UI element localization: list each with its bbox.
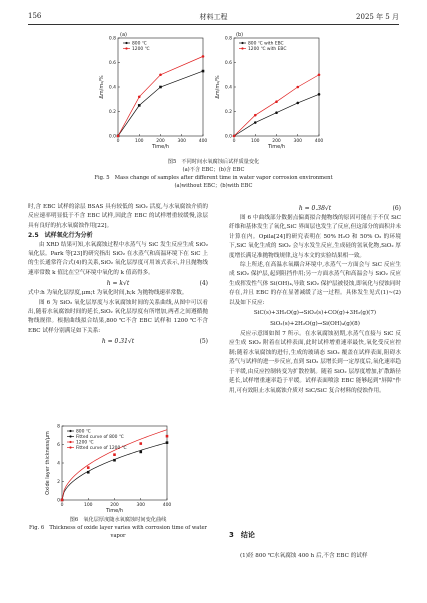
legend-marker: [69, 435, 71, 437]
y-axis-label: Δm/m₀/%: [215, 75, 221, 99]
data-point: [202, 55, 205, 58]
data-point: [296, 86, 299, 89]
figure-5b-plot: [215, 32, 323, 150]
fitted-curve-1: [62, 443, 167, 500]
right-paragraph-3: 反应示意图如图 7 所示。在水氧腐蚀初期,水蒸气直接与 SiC 反应生成 SiO₂ 附着在试样表面,此时试样增重速率最快,氧化受反应控制;随着水氧腐蚀的进行,生成的玻璃态 SiO₂ 覆盖在试样表面,阻碍水蒸气与试样的进一步反应,直到 SiO₂ 层增长到一定厚度后,氧化速率趋于平缓,由反应控制转变为扩散控制。随着 SiO₂ 层厚度增加,扩散路径延长,试样增重速率趋于平缓。试样表面喷涂 EBC 能够起到"屏障"作用,可有效阻止水氧腐蚀介质对 SiC/SiC 复合材料的侵蚀作用。: [229, 331, 401, 394]
y-tick-label: 0.2: [224, 110, 232, 116]
legend-marker: [125, 42, 127, 44]
legend-label: 1200 ℃: [76, 440, 94, 446]
y-tick-label: 0: [57, 498, 60, 504]
page-number: 156: [28, 12, 42, 20]
equation-4-body: h = k√t: [106, 280, 130, 288]
y-tick-label: 0.4: [108, 85, 116, 91]
right-column: [229, 203, 401, 396]
y-tick-label: 4: [57, 461, 60, 467]
y-tick-label: 0.8: [108, 36, 116, 42]
left-paragraph-2: 由 XRD 结果可知,水氧腐蚀过程中水蒸气与 SiC 发生反应生成 SiO₂ 氧化层。Park 等[23]的研究指出 SiO₂ 在水蒸气和高温环境下在 SiC 上的生长通常符合式(4)的关系,SiO₂ 氧化层厚度可用该式表示,并且抛物线速率常数 k 值比在空气环境中氧化的 k 值高得多。: [28, 241, 208, 276]
header-rule: [28, 24, 399, 25]
equation-5: [28, 336, 208, 347]
y-tick-label: 0.6: [224, 61, 232, 67]
data-point: [166, 435, 169, 438]
x-tick-label: 200: [156, 139, 165, 144]
x-tick-label: 0: [116, 139, 120, 144]
left-column: [28, 203, 208, 347]
data-point: [318, 93, 321, 96]
x-tick-label: 400: [162, 503, 172, 508]
section-2-5-heading: 2.5 试样氧化行为分析: [28, 232, 93, 240]
issue-date: 2025 年 5 月: [356, 13, 399, 21]
equation-6: [229, 203, 401, 214]
x-axis-label: Time/h: [151, 144, 170, 150]
x-tick-label: 300: [136, 503, 146, 508]
journal-name: 材料工程: [199, 13, 228, 21]
legend-marker: [125, 47, 127, 49]
y-tick-label: 8: [57, 424, 60, 430]
y-tick-label: 0.0: [224, 134, 232, 140]
data-point: [233, 135, 236, 138]
data-point: [138, 96, 141, 99]
data-point: [254, 121, 257, 124]
data-point: [87, 466, 90, 469]
legend-marker: [69, 430, 71, 432]
fig5-caption-en: Fig. 5 Mass change of samples after different time in water vapor corrosion environment: [94, 175, 333, 181]
data-point: [275, 111, 278, 114]
y-tick-label: 0.8: [224, 36, 232, 42]
reaction-7: SiC(s)+3H₂O(g)→SiO₂(s)+CO(g)+3H₂(g)(7): [253, 310, 377, 317]
figure-5: [96, 30, 326, 160]
left-paragraph-4: 图 6 为 SiO₂ 氧化层厚度与水氧腐蚀时间的关系曲线,从图中可以看出,随着水氧腐蚀时间的延长,SiO₂ 氧化层厚度有所增加,两者之间遵循抛物线规律。根据曲线拟合结果,800 ℃不含 EBC 试样和 1200 ℃不含 EBC 试样分别满足如下关系:: [28, 299, 208, 334]
data-point: [202, 70, 205, 73]
series-line-1: [234, 75, 319, 136]
legend-marker: [69, 441, 71, 443]
y-tick-label: 2: [57, 480, 60, 486]
y-tick-label: 0.6: [108, 61, 116, 67]
plot-frame: [234, 38, 319, 136]
x-tick-label: 100: [83, 503, 93, 508]
data-point: [138, 104, 141, 107]
x-axis-label: Time/h: [267, 144, 286, 150]
x-axis-label: Time/h: [105, 508, 124, 514]
equation-5-number: (5): [199, 338, 208, 346]
x-tick-label: 400: [198, 139, 208, 144]
fig5-caption-cn-sub: (a)不含 EBC；(b)含 EBC: [182, 167, 245, 173]
x-tick-label: 300: [177, 139, 187, 144]
x-tick-label: 200: [110, 503, 119, 508]
fig6-caption-cn: 图6 氧化层厚度随水氧腐蚀时间变化曲线: [69, 517, 167, 523]
panel-label: (a): [120, 32, 127, 38]
data-point: [275, 100, 278, 103]
y-tick-label: 0.4: [224, 85, 232, 91]
x-tick-label: 400: [314, 139, 324, 144]
fig6-caption-en: Fig. 6 Thickness of oxide layer varies with corrosion time of water vapor: [28, 525, 208, 539]
data-point: [318, 73, 321, 76]
legend-label: 800 ℃: [132, 41, 147, 47]
x-tick-label: 300: [293, 139, 303, 144]
y-tick-label: 6: [57, 443, 60, 449]
equation-6-number: (6): [392, 205, 401, 212]
conclusion-item-1: (1)经 800 ℃水氧腐蚀 400 h 后,不含 EBC 的试样: [240, 553, 368, 559]
panel-label: (b): [236, 32, 244, 38]
series-line-0: [118, 71, 203, 136]
y-axis-label: Oxide layer thickness/μm: [45, 431, 51, 495]
data-point: [159, 86, 162, 89]
section-3-heading: 3 结论: [229, 531, 255, 539]
legend-marker: [241, 47, 243, 49]
x-tick-label: 0: [232, 139, 236, 144]
equation-4-number: (4): [199, 280, 208, 288]
legend-label: 800 ℃ with EBC: [248, 41, 284, 47]
figure-5-caption: [60, 158, 367, 190]
legend-label: 1200 ℃ with EBC: [248, 47, 287, 53]
right-paragraph-2: 综上所述,在高温水氧耦合环境中,水蒸气一方面会与 SiC 反应生成 SiO₂ 保护层,起到阻挡作用;另一方面水蒸气和高温会与 SiO₂ 反应生成挥发性气体 Si(OH)₄,导致 SiO₂ 保护层被侵蚀,即氧化与侵蚀同时存在,并且 EBC 的存在显著减缓了这一过程。具体发生见式(1)~(2)以及如下反应:: [229, 262, 401, 306]
legend-label: Fitted curve of 1200 ℃: [76, 446, 127, 452]
data-point: [254, 114, 257, 117]
equation-6-body: h = 0.38√t: [298, 205, 332, 212]
y-axis-label: Δm/m₀/%: [99, 75, 105, 99]
equation-4: [28, 278, 208, 289]
x-tick-label: 200: [272, 139, 281, 144]
data-point: [117, 135, 120, 138]
figure-6: [30, 420, 205, 516]
data-point: [139, 442, 142, 445]
legend-label: Fitted curve of 800 ℃: [76, 435, 124, 441]
data-point: [296, 102, 299, 105]
y-tick-label: 0.2: [108, 110, 116, 116]
legend-label: 800 ℃: [76, 429, 91, 435]
x-tick-label: 100: [134, 139, 144, 144]
series-line-1: [118, 56, 203, 136]
reaction-8: SiO₂(s)+2H₂O(g)→Si(OH)₄(g)(8): [270, 321, 360, 328]
x-tick-label: 0: [60, 503, 64, 508]
left-paragraph-3: 式中:h 为氧化层厚度,μm;t 为氧化时间,h;k 为抛物线速率常数。: [28, 290, 188, 297]
figure-6-caption: [28, 516, 208, 540]
legend-label: 1200 ℃: [132, 47, 150, 53]
data-point: [113, 453, 116, 456]
figure-6-plot: [45, 424, 171, 514]
data-point: [159, 73, 162, 76]
left-paragraph-1: 时,含 EBC 试样的涂层 BSAS 具有较低的 SiO₂ 活度,与水氧腐蚀介质的反应速率明显低于不含 EBC 试样,因此含 EBC 的试样增重较缓慢,涂层具有良好的抗水氧腐蚀作用[22]。: [28, 204, 208, 229]
x-tick-label: 100: [250, 139, 260, 144]
y-tick-label: 0.0: [108, 134, 116, 140]
fig5-caption-en-sub: (a)without EBC；(b)with EBC: [174, 183, 253, 189]
fig5-caption-cn: 图5 不同时间水氧腐蚀后试样质量变化: [167, 159, 260, 165]
legend-marker: [69, 446, 71, 448]
legend-marker: [241, 42, 243, 44]
equation-5-body: h = 0.31√t: [101, 338, 135, 346]
page-header: [28, 12, 399, 24]
figure-5a-plot: [99, 32, 207, 150]
right-paragraph-1: 图 6 中曲线部分数据点偏离拟合抛物线的原因可能在于不仅 SiC 纤维和基体发生了氧化,SiC 界面层也发生了反应,但这部分的面积并未计算在内。Opila[24]的研究表明在 50% H₂O 和 50% O₂ 的环境下,SiC 氧化生成的 SiO₂ 会与水发生反应,生成硅的氢氧化物,SiO₂ 厚度增长满足准抛物线规律,这与本文的实验结果相一致。: [229, 215, 401, 259]
